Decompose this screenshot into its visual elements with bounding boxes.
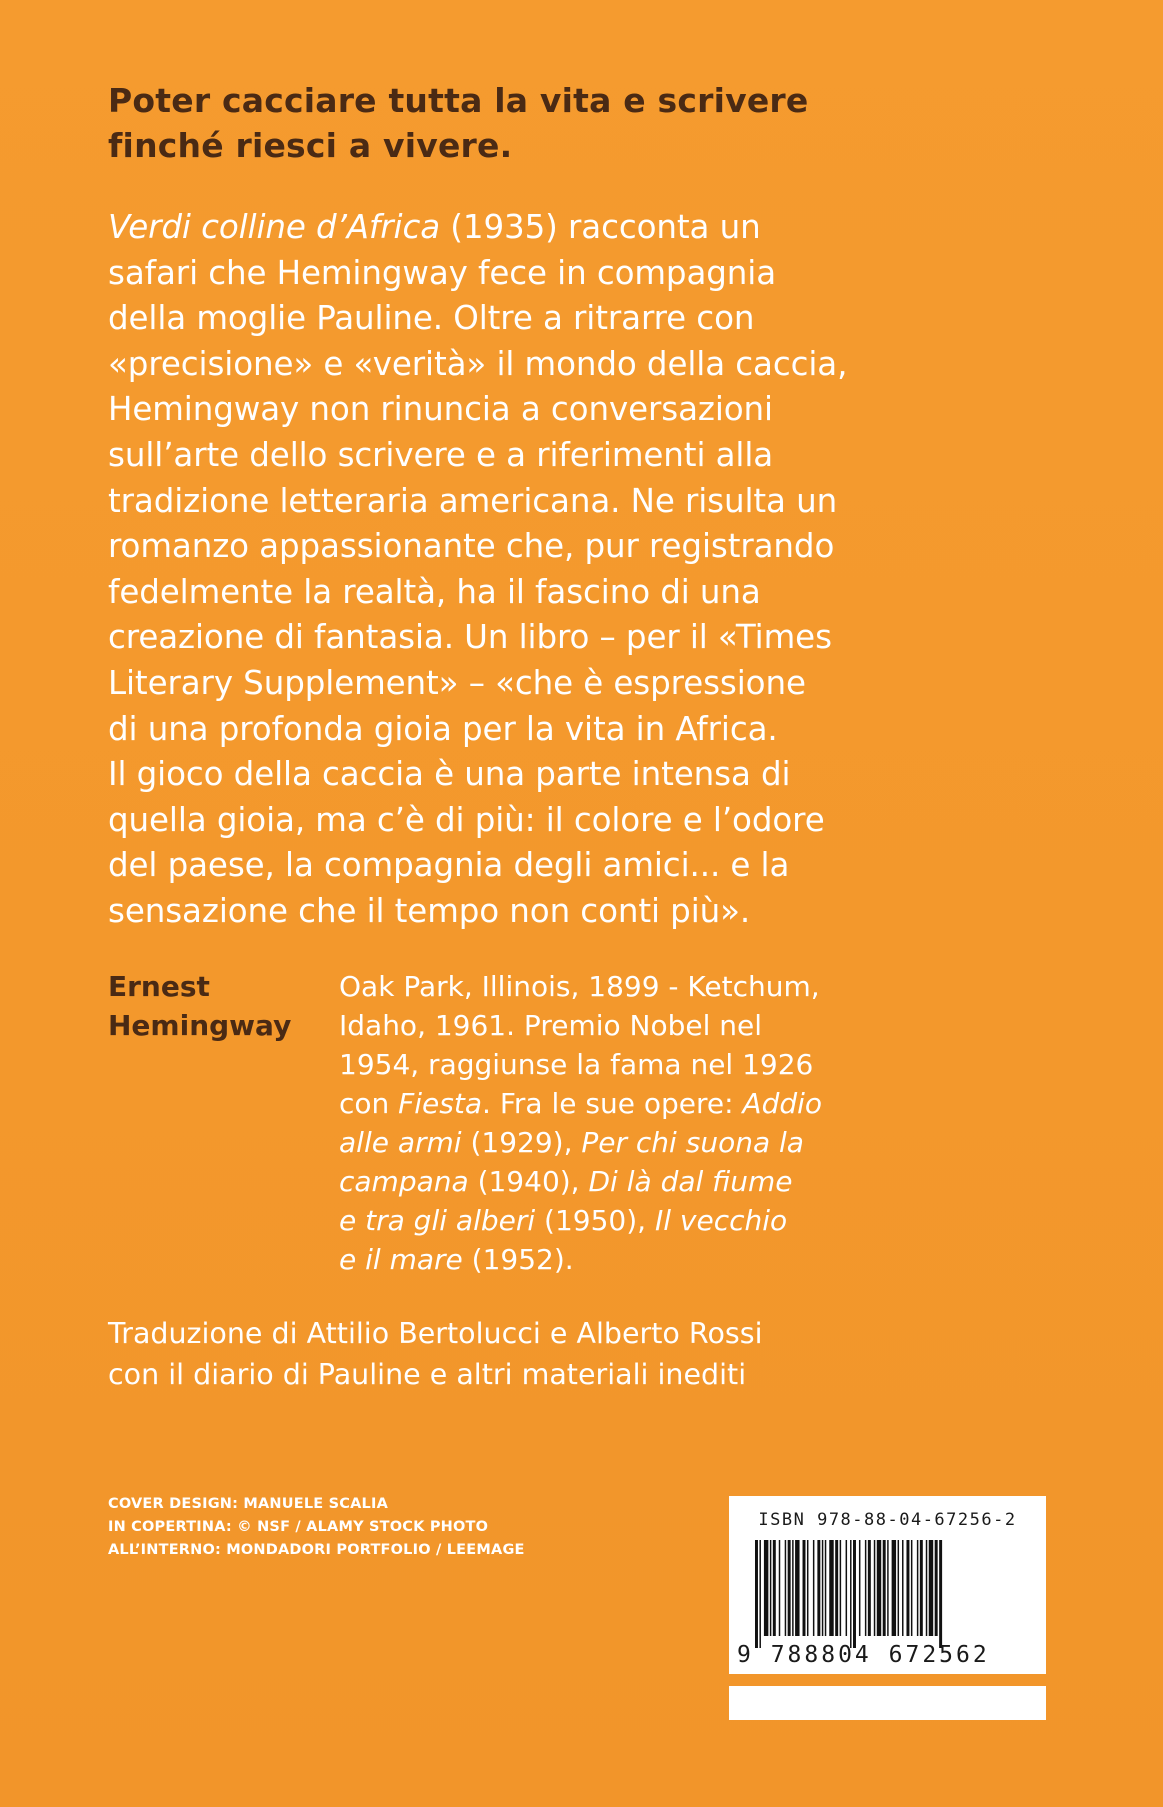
bio-line: Idaho, 1961. Premio Nobel nel xyxy=(339,1009,763,1042)
barcode-bar xyxy=(911,1540,912,1636)
work-title: Il vecchio xyxy=(654,1204,788,1237)
barcode-bar xyxy=(770,1540,771,1636)
barcode-bar xyxy=(825,1540,826,1636)
blurb-line: sull’arte dello scrivere e a riferimenti alla xyxy=(108,435,774,474)
translation-line: con il diario di Pauline e altri materiali inediti xyxy=(108,1358,747,1391)
barcode-bar xyxy=(939,1540,942,1648)
blurb-line: Hemingway non rinuncia a conversazioni xyxy=(108,390,773,429)
barcode-bars xyxy=(755,1540,1025,1648)
barcode-bar xyxy=(803,1540,806,1636)
barcode-bar xyxy=(807,1540,808,1636)
blurb-line: Literary Supplement» – «che è espressione xyxy=(108,663,806,702)
barcode-bar xyxy=(773,1540,776,1636)
blurb-line: «precisione» e «verità» il mondo della caccia, xyxy=(108,344,848,383)
credit-line: COVER DESIGN: MANUELE SCALIA xyxy=(108,1496,389,1512)
bio-line: Oak Park, Illinois, 1899 - Ketchum, xyxy=(339,970,820,1003)
bio-line xyxy=(339,1123,899,1162)
barcode-bar xyxy=(795,1540,799,1636)
barcode-bar xyxy=(892,1540,896,1636)
barcode-bar xyxy=(822,1540,823,1636)
work-title: Di là dal fiume xyxy=(588,1165,793,1198)
barcode-bar xyxy=(883,1540,886,1636)
barcode-bar xyxy=(840,1540,841,1636)
bio-line xyxy=(339,1240,899,1279)
design-credits xyxy=(108,1493,668,1562)
isbn-label: ISBN 978-88-04-67256-2 xyxy=(758,1510,1017,1530)
barcode-bar xyxy=(813,1540,814,1636)
tagline-line: finché riesci a vivere. xyxy=(108,126,513,165)
blurb-line: sensazione che il tempo non conti più». xyxy=(108,891,751,930)
barcode-bar xyxy=(759,1540,760,1648)
tagline-line: Poter cacciare tutta la vita e scrivere xyxy=(108,81,809,120)
barcode-bar xyxy=(850,1540,851,1648)
ean-digits: 9 788804 672562 xyxy=(737,1642,990,1668)
barcode-bar xyxy=(835,1540,838,1636)
barcode-bar xyxy=(853,1540,856,1648)
bio-line xyxy=(339,1084,899,1123)
barcode-bar xyxy=(917,1540,918,1636)
blurb-line: safari che Hemingway fece in compagnia xyxy=(108,253,777,292)
author-name xyxy=(108,967,358,1045)
work-title: e tra gli alberi xyxy=(339,1204,536,1237)
blurb-line xyxy=(108,205,1008,251)
barcode-bar xyxy=(792,1540,793,1636)
work-title: e il mare xyxy=(339,1243,463,1276)
bio-text: con xyxy=(339,1087,399,1120)
bio-line xyxy=(339,1201,899,1240)
translation-line: Traduzione di Attilio Bertolucci e Alberto Rossi xyxy=(108,1317,763,1350)
barcode-bar xyxy=(877,1540,881,1636)
barcode-bar xyxy=(788,1540,791,1636)
barcode-bar xyxy=(817,1540,820,1636)
author-bio xyxy=(339,967,899,1279)
barcode-bar xyxy=(755,1540,758,1648)
barcode-bar xyxy=(868,1540,871,1636)
barcode-bar xyxy=(935,1540,938,1636)
bio-text: (1940), xyxy=(468,1165,589,1198)
barcode-bar xyxy=(779,1540,780,1636)
barcode-bar xyxy=(920,1540,923,1636)
work-title: alle armi xyxy=(339,1126,462,1159)
bio-line xyxy=(339,1162,899,1201)
blurb-line: romanzo appassionante che, pur registrando xyxy=(108,527,835,566)
author-last-name: Hemingway xyxy=(108,1009,292,1042)
blurb-line: di una profonda gioia per la vita in Africa. xyxy=(108,709,778,748)
barcode-bar xyxy=(887,1540,888,1636)
bio-text: (1950), xyxy=(535,1204,655,1237)
work-title: campana xyxy=(339,1165,469,1198)
blurb-line: tradizione letteraria americana. Ne risulta un xyxy=(108,481,838,520)
barcode-panel xyxy=(729,1496,1046,1674)
work-title: Per chi suona la xyxy=(581,1126,804,1159)
credit-line: ALL’INTERNO: MONDADORI PORTFOLIO / LEEMAGE xyxy=(108,1542,525,1558)
book-title: Verdi colline d’Africa xyxy=(108,208,441,246)
blurb-line: Il gioco della caccia è una parte intensa di xyxy=(108,755,791,794)
barcode-bar xyxy=(865,1540,866,1636)
credit-line: IN COPERTINA: © NSF / ALAMY STOCK PHOTO xyxy=(108,1519,489,1535)
barcode-bar xyxy=(926,1540,927,1636)
price-sticker-area xyxy=(729,1686,1046,1720)
bio-text: (1929), xyxy=(461,1126,582,1159)
blurb-line: fedelmente la realtà, ha il fascino di una xyxy=(108,572,761,611)
barcode-bar xyxy=(906,1540,909,1636)
barcode-bar xyxy=(785,1540,786,1636)
translation-credit xyxy=(108,1313,1008,1395)
blurb-text: (1935) racconta un xyxy=(440,208,761,246)
barcode-bar xyxy=(764,1540,768,1636)
bio-line: 1954, raggiunse la fama nel 1926 xyxy=(339,1048,814,1081)
barcode-bar xyxy=(898,1540,899,1636)
blurb-line: della moglie Pauline. Oltre a ritrarre con xyxy=(108,299,755,338)
author-first-name: Ernest xyxy=(108,970,210,1003)
barcode-bar xyxy=(929,1540,933,1636)
blurb-line: del paese, la compagnia degli amici... e la xyxy=(108,846,790,885)
barcode-bar xyxy=(874,1540,875,1636)
work-title: Fiesta xyxy=(398,1087,483,1120)
blurb xyxy=(108,205,1008,935)
bio-text: (1952). xyxy=(462,1243,574,1276)
blurb-line: quella gioia, ma c’è di più: il colore e l’odore xyxy=(108,800,825,839)
tagline xyxy=(108,78,1008,168)
barcode-bar xyxy=(846,1540,847,1636)
work-title: Addio xyxy=(742,1087,823,1120)
barcode-bar xyxy=(902,1540,903,1636)
barcode-bar xyxy=(829,1540,833,1636)
barcode-bar xyxy=(859,1540,860,1636)
bio-text: . Fra le sue opere: xyxy=(482,1087,743,1120)
blurb-line: creazione di fantasia. Un libro – per il «Times xyxy=(108,618,832,657)
